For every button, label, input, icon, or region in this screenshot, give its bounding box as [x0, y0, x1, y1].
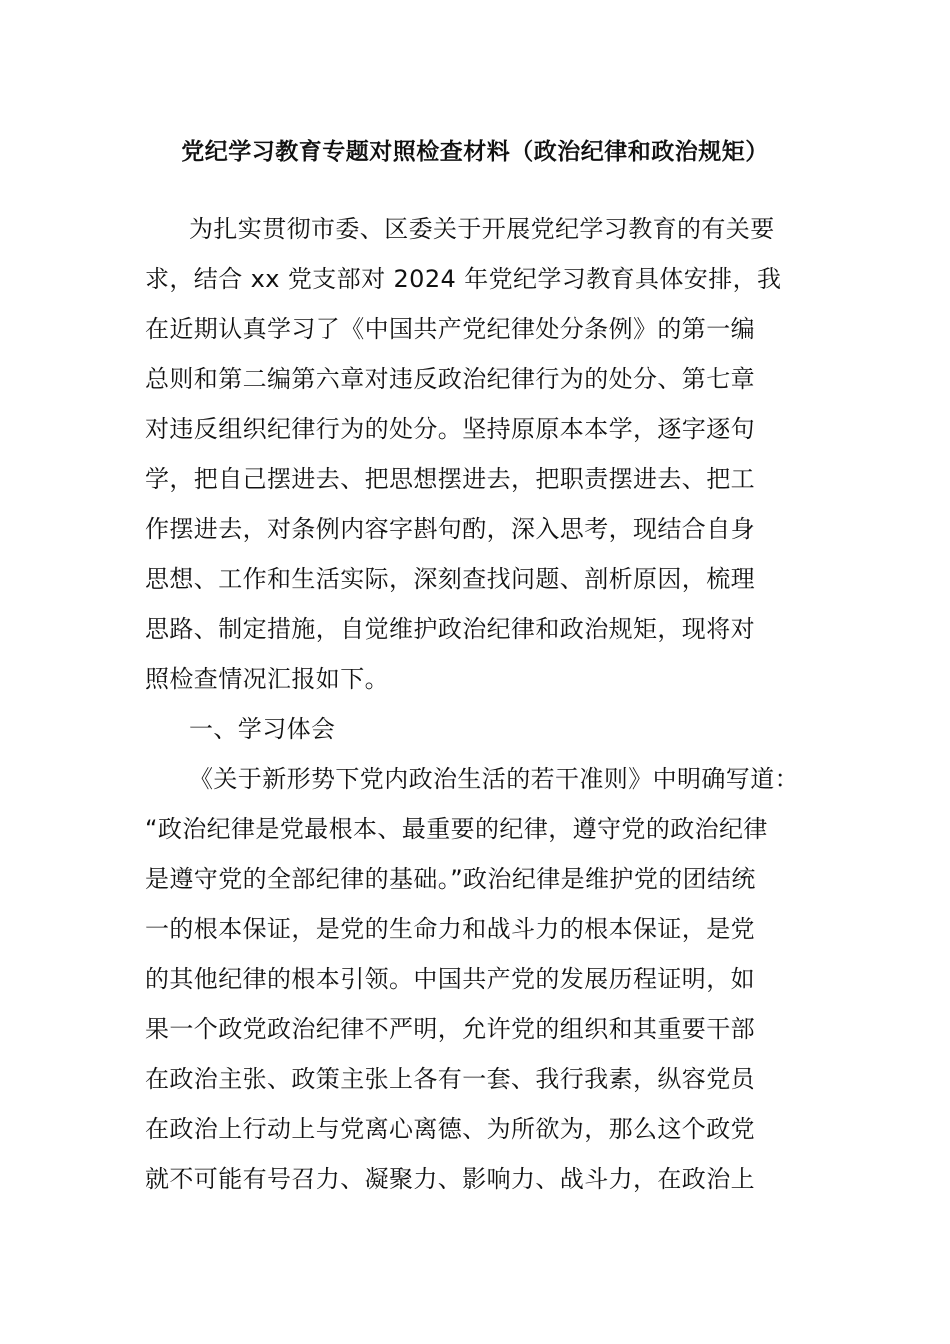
text-line: 在近期认真学习了《中国共产党纪律处分条例》的第一编 [145, 315, 755, 343]
document-title: 党纪学习教育专题对照检查材料（政治纪律和政治规矩） [181, 139, 769, 165]
text-line: 求，结合 xx 党支部对 2024 年党纪学习教育具体安排，我 [145, 265, 782, 293]
text-line: 思路、制定措施，自觉维护政治纪律和政治规矩，现将对 [145, 615, 755, 643]
text-line: 是遵守党的全部纪律的基础。”政治纪律是维护党的团结统 [145, 865, 756, 893]
text-line: 照检查情况汇报如下。 [145, 665, 389, 693]
text-line: 果一个政党政治纪律不严明，允许党的组织和其重要干部 [145, 1015, 755, 1043]
text-line: 就不可能有号召力、凝聚力、影响力、战斗力，在政治上 [145, 1165, 755, 1193]
text-line: “政治纪律是党最根本、最重要的纪律，遵守党的政治纪律 [145, 815, 768, 843]
text-line: 《关于新形势下党内政治生活的若干准则》中明确写道： [189, 765, 799, 793]
text-line: 在政治主张、政策主张上各有一套、我行我素，纵容党员 [145, 1065, 755, 1093]
text-line: 学，把自己摆进去、把思想摆进去，把职责摆进去、把工 [145, 465, 755, 493]
section-heading: 一、学习体会 [189, 715, 336, 743]
text-line: 的其他纪律的根本引领。中国共产党的发展历程证明，如 [145, 965, 755, 993]
text-line: 在政治上行动上与党离心离德、为所欲为，那么这个政党 [145, 1115, 755, 1143]
text-line: 为扎实贯彻市委、区委关于开展党纪学习教育的有关要 [189, 215, 775, 243]
text-line: 作摆进去，对条例内容字斟句酌，深入思考，现结合自身 [145, 515, 755, 543]
text-line: 一的根本保证，是党的生命力和战斗力的根本保证，是党 [145, 915, 755, 943]
text-line: 总则和第二编第六章对违反政治纪律行为的处分、第七章 [145, 365, 755, 393]
text-line: 对违反组织纪律行为的处分。坚持原原本本学，逐字逐句 [145, 415, 755, 443]
text-line: 思想、工作和生活实际，深刻查找问题、剖析原因，梳理 [145, 565, 755, 593]
document-body [145, 204, 825, 1204]
